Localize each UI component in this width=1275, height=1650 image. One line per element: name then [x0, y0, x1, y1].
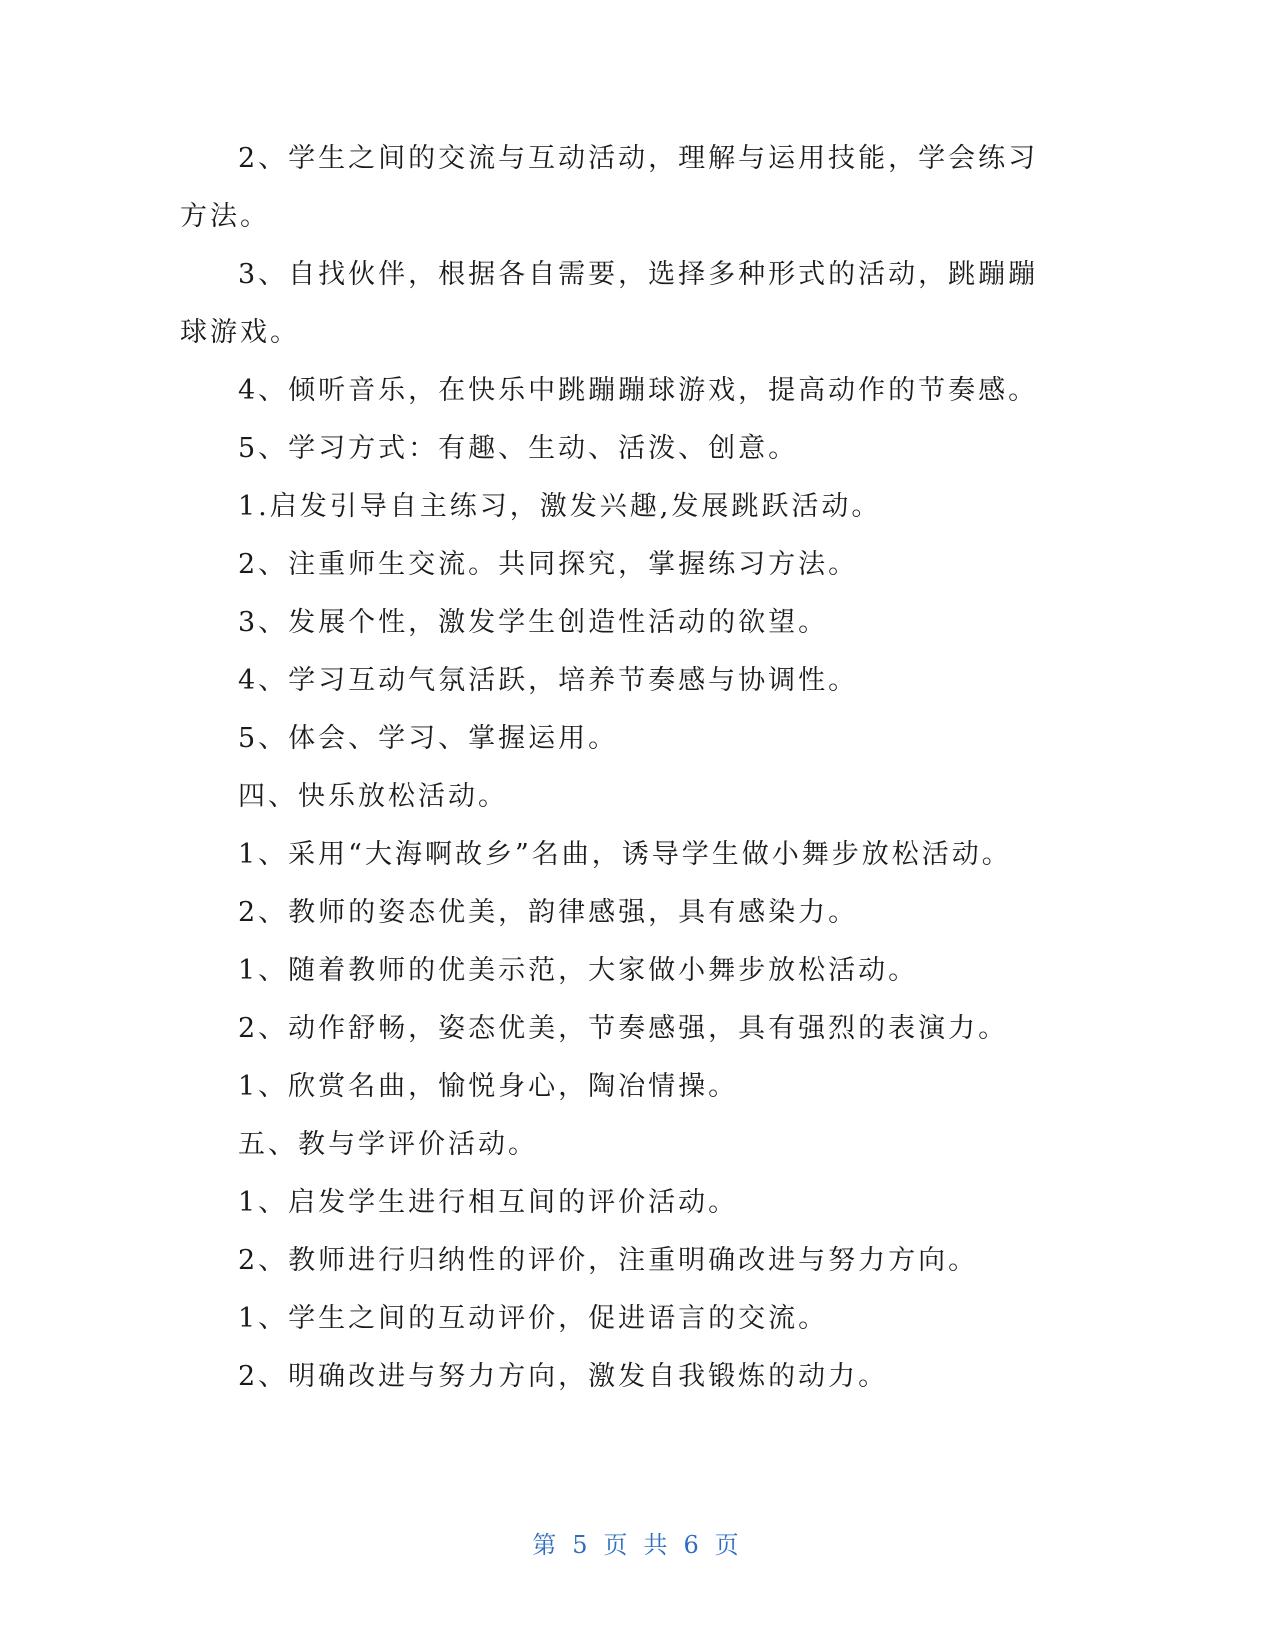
paragraph: 1、随着教师的优美示范，大家做小舞步放松活动。: [238, 955, 919, 986]
paragraph: 2、教师进行归纳性的评价，注重明确改进与努力方向。: [238, 1245, 979, 1276]
total-suffix: 页: [714, 1531, 743, 1559]
paragraph: 1、采用“大海啊故乡”名曲，诱导学生做小舞步放松活动。: [238, 839, 1012, 870]
paragraph: 4、倾听音乐，在快乐中跳蹦蹦球游戏，提高动作的节奏感。: [238, 375, 1039, 406]
paragraph: 2、明确改进与努力方向，激发自我锻炼的动力。: [238, 1361, 889, 1392]
paragraph: 1、欣赏名曲，愉悦身心，陶冶情操。: [238, 1071, 739, 1102]
paragraph: 2、注重师生交流。共同探究，掌握练习方法。: [238, 549, 859, 580]
section-heading: 五、教与学评价活动。: [238, 1129, 538, 1160]
paragraph: 3、发展个性，激发学生创造性活动的欲望。: [238, 607, 829, 638]
page-footer: [0, 1525, 1275, 1560]
paragraph: 1、启发学生进行相互间的评价活动。: [238, 1187, 739, 1218]
paragraph: 3、自找伙伴，根据各自需要，选择多种形式的活动，跳蹦蹦球游戏。: [180, 259, 1039, 348]
page-current: 5: [572, 1531, 592, 1559]
section-heading: 四、快乐放松活动。: [238, 781, 508, 812]
paragraph: 5、体会、学习、掌握运用。: [238, 723, 619, 754]
paragraph: 2、动作舒畅，姿态优美，节奏感强，具有强烈的表演力。: [238, 1013, 1009, 1044]
paragraph: 2、教师的姿态优美，韵律感强，具有感染力。: [238, 897, 859, 928]
page-label-mid: 页: [603, 1531, 632, 1559]
paragraph: 2、学生之间的交流与互动活动，理解与运用技能，学会练习方法。: [180, 143, 1039, 232]
paragraph: 4、学习互动气氛活跃，培养节奏感与协调性。: [238, 665, 859, 696]
page-label-prefix: 第: [532, 1531, 561, 1559]
paragraph: 1、学生之间的互动评价，促进语言的交流。: [238, 1303, 829, 1334]
page-total: 6: [683, 1531, 703, 1559]
total-prefix: 共: [643, 1531, 672, 1559]
document-body: [180, 130, 1040, 1406]
paragraph: 5、学习方式：有趣、生动、活泼、创意。: [238, 433, 799, 464]
paragraph: 1.启发引导自主练习，激发兴趣,发展跳跃活动。: [238, 491, 882, 522]
